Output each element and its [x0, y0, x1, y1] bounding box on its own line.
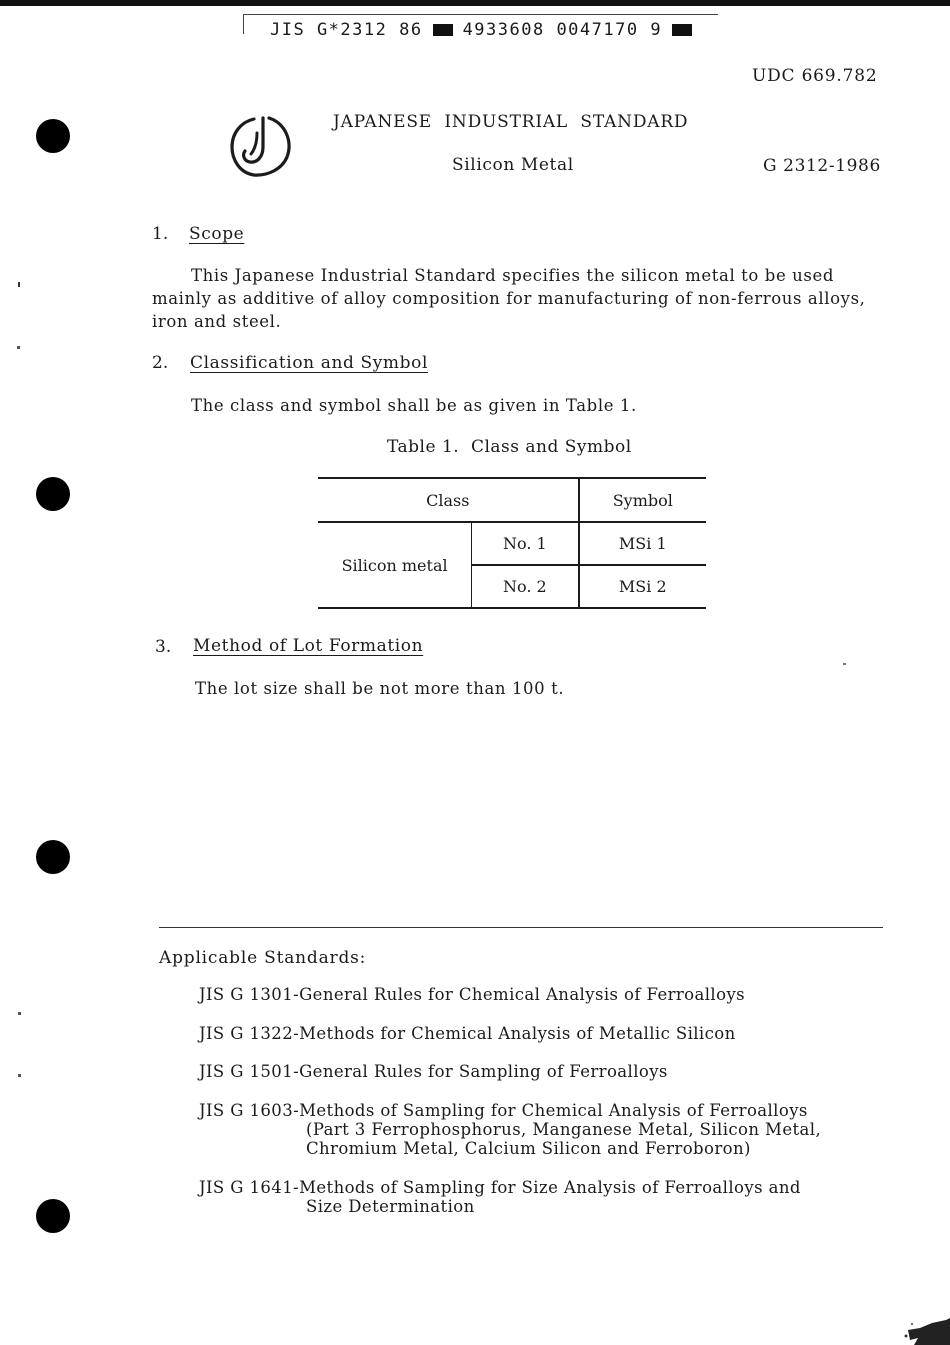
table-row [318, 522, 706, 565]
standard-item: JIS G 1301-General Rules for Chemical Analysis of Ferroalloys [199, 985, 746, 1004]
section-3-number: 3. [155, 637, 172, 657]
standard-item-continuation: Chromium Metal, Calcium Silicon and Ferroboron) [306, 1139, 751, 1158]
section-2-text: The class and symbol shall be as given in Table 1. [191, 396, 637, 415]
binder-hole-3 [36, 840, 70, 874]
scan-header-left-code: JIS G*2312 86 [270, 20, 423, 40]
standard-item: JIS G 1322-Methods for Chemical Analysis of Metallic Silicon [199, 1024, 736, 1043]
scan-speck-2 [17, 346, 20, 349]
section-1-number: 1. [152, 224, 169, 244]
table-header-class: Class [318, 478, 579, 522]
binder-hole-1 [36, 119, 70, 153]
udc-number: UDC 669.782 [752, 66, 878, 86]
standard-item-continuation: (Part 3 Ferrophosphorus, Manganese Metal, Silicon Metal, [306, 1120, 822, 1139]
section-3-heading: Method of Lot Formation [193, 636, 424, 656]
scan-header-rule [243, 14, 718, 15]
scan-block-1 [433, 24, 453, 36]
binder-hole-4 [36, 1199, 70, 1233]
scan-header-mid-code: 4933608 0047170 9 [462, 20, 663, 40]
standard-item: JIS G 1501-General Rules for Sampling of Ferroalloys [199, 1062, 668, 1081]
standard-item: JIS G 1603-Methods of Sampling for Chemical Analysis of Ferroalloys [199, 1101, 808, 1120]
table-cell-symbol: MSi 2 [579, 565, 706, 608]
binder-hole-2 [36, 477, 70, 511]
section-1-text: This Japanese Industrial Standard specifies the silicon metal to be used mainly as additive of alloy composition for manufacturing of non-ferrous alloys, iron and steel. [152, 266, 866, 331]
section-2-number: 2. [152, 353, 169, 373]
scan-header-tick [243, 14, 244, 34]
jis-mark-icon [228, 113, 294, 179]
scan-speck-4 [18, 1074, 21, 1077]
class-symbol-table [318, 477, 706, 609]
scan-speck-1 [18, 282, 20, 287]
table-cell-symbol: MSi 1 [579, 522, 706, 565]
corner-scan-noise [900, 1318, 950, 1345]
organization-title: JAPANESE INDUSTRIAL STANDARD [333, 112, 689, 132]
table-cell-class: No. 2 [472, 565, 579, 608]
section-1-heading: Scope [189, 224, 245, 244]
table-header-row [318, 478, 706, 522]
scan-speck-3 [18, 1012, 21, 1015]
standard-item: JIS G 1641-Methods of Sampling for Size Analysis of Ferroalloys and [199, 1178, 801, 1197]
scan-header [270, 20, 692, 40]
applicable-standards-heading: Applicable Standards: [159, 948, 367, 968]
scan-speck-5 [843, 663, 846, 665]
section-3-text: The lot size shall be not more than 100 t. [195, 679, 565, 698]
scan-block-2 [672, 24, 692, 36]
table-header-symbol: Symbol [579, 478, 706, 522]
table-caption: Table 1. Class and Symbol [387, 437, 632, 457]
standard-item-continuation: Size Determination [306, 1197, 475, 1216]
section-2-heading: Classification and Symbol [190, 353, 429, 373]
top-border [0, 0, 950, 6]
table-group-label: Silicon metal [318, 522, 472, 608]
footer-divider [159, 927, 883, 928]
standard-number: G 2312-1986 [763, 156, 881, 176]
table-cell-class: No. 1 [472, 522, 579, 565]
document-title: Silicon Metal [452, 155, 574, 175]
